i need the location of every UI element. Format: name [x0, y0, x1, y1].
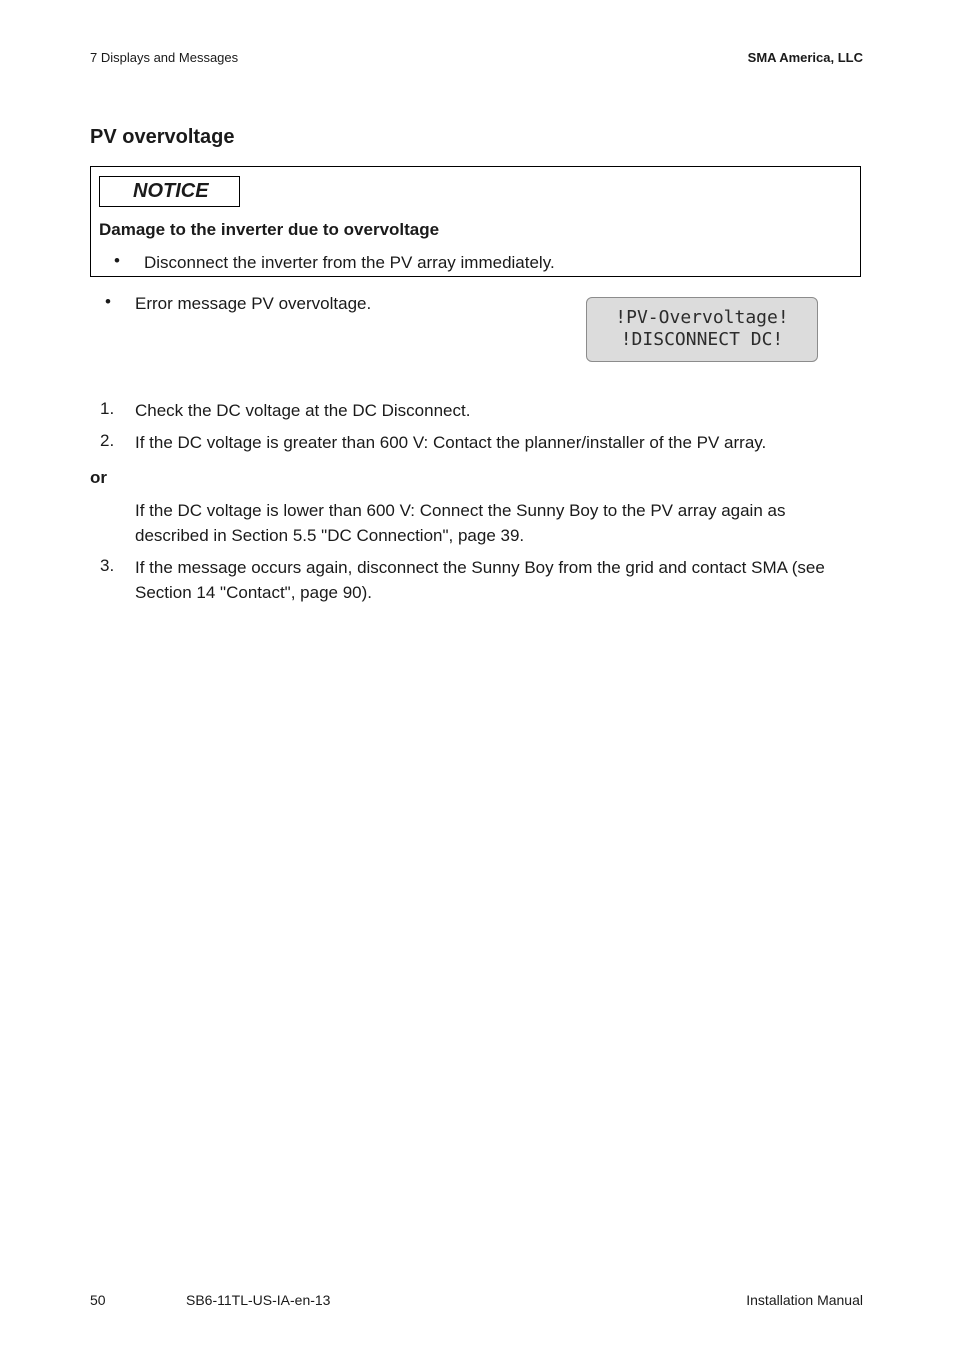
- lcd-line-2: !DISCONNECT DC!: [620, 329, 784, 350]
- header-section: 7 Displays and Messages: [90, 50, 239, 65]
- step-number: 3.: [100, 556, 115, 575]
- manual-name: Installation Manual: [746, 1292, 863, 1308]
- alternative-text: If the DC voltage is lower than 600 V: Connect the Sunny Boy to the PV array again as described in Section 5.5 "DC Connection", page 39.: [135, 501, 786, 545]
- notice-bullet-text: Disconnect the inverter from the PV array immediately.: [144, 253, 555, 272]
- lcd-display: [586, 297, 818, 362]
- page-title: PV overvoltage: [90, 126, 235, 148]
- bullet-icon: •: [105, 292, 111, 311]
- step-text: Check the DC voltage at the DC Disconnect.: [135, 401, 471, 420]
- notice-label: NOTICE: [99, 176, 240, 207]
- lcd-line-1: !PV-Overvoltage!: [615, 307, 789, 328]
- bullet-icon: •: [114, 251, 120, 270]
- step-number: 1.: [100, 399, 115, 418]
- step-number: 2.: [100, 431, 115, 450]
- page-number: 50: [90, 1292, 106, 1308]
- document-id: SB6-11TL-US-IA-en-13: [186, 1292, 331, 1308]
- step-text: If the DC voltage is greater than 600 V: Contact the planner/installer of the PV array.: [135, 433, 767, 452]
- header-company: SMA America, LLC: [747, 50, 863, 65]
- error-bullet-text: Error message PV overvoltage.: [135, 294, 372, 313]
- step-text: If the message occurs again, disconnect the Sunny Boy from the grid and contact SMA (see Section 14 "Contact", page 90).: [135, 558, 825, 602]
- notice-heading: Damage to the inverter due to overvoltage: [99, 220, 440, 239]
- or-label: or: [90, 468, 107, 487]
